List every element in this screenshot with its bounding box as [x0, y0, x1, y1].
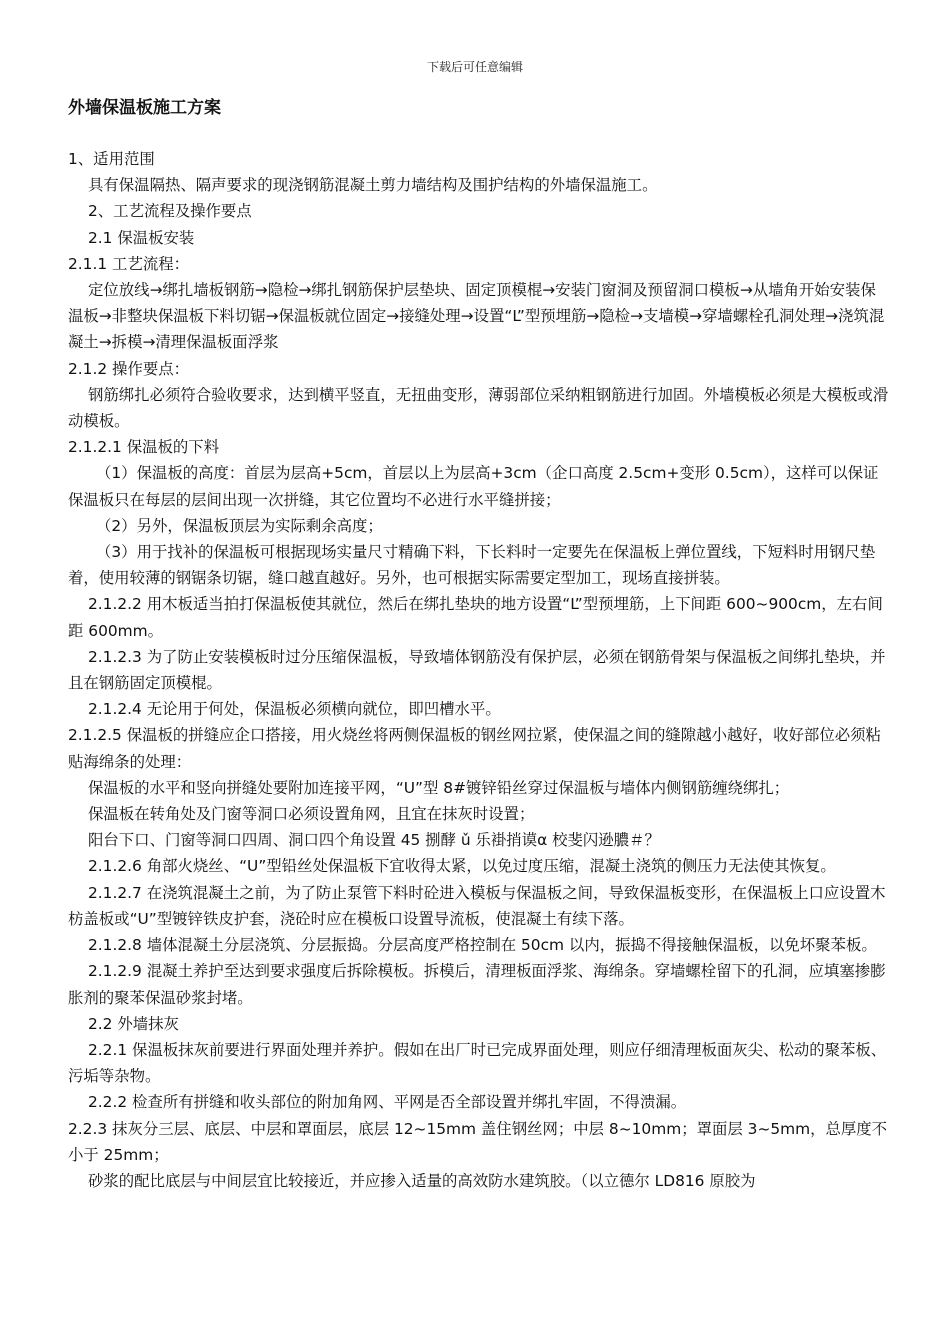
paragraph: 2.2.1 保温板抹灰前要进行界面处理并养护。假如在出厂时已完成界面处理，则应仔细清理板面灰尖、松动的聚苯板、污垢等杂物。: [68, 1040, 887, 1086]
paragraph: 定位放线→绑扎墙板钢筋→隐检→绑扎钢筋保护层垫块、固定顶模棍→安装门窗洞及预留洞口模板→从墙角开始安装保温板→非整块保温板下料切锯→保温板就位固定→接缝处理→设置“L”型预埋筋→隐检→支墙模→穿墙螺栓孔洞处理→浇筑混凝土→拆模→清理保温板面浮浆: [68, 281, 885, 352]
page-header: 下载后可任意编辑: [426, 60, 523, 74]
paragraph: 2.1.2.8 墙体混凝土分层浇筑、分层振捣。分层高度严格控制在 50cm 以内，振捣不得接触保温板，以免坏聚苯板。: [88, 936, 877, 955]
paragraph: （3）用于找补的保温板可根据现场实量尺寸精确下料，下长料时一定要先在保温板上弹位置线，下短料时用钢尺垫着，使用较薄的钢锯条切锯，缝口越直越好。另外，也可根据实际需要定型加工，现场直接拼装。: [68, 543, 876, 588]
paragraph: 保温板的水平和竖向拼缝处要附加连接平网，“U”型 8#镀锌铅丝穿过保温板与墙体内侧钢筋缠绕绑扎；: [88, 778, 790, 797]
paragraph: 2.1.2 操作要点：: [68, 359, 190, 378]
paragraph: 2.1.2.2 用木板适当拍打保温板使其就位，然后在绑扎垫块的地方设置“L”型预埋筋，上下间距 600~900cm，左右间距 600mm。: [68, 595, 883, 640]
document-body: [68, 146, 890, 1194]
paragraph: 2.1 保温板安装: [88, 228, 195, 247]
paragraph: 2.1.1 工艺流程：: [68, 254, 190, 273]
paragraph: 具有保温隔热、隔声要求的现浇钢筋混凝土剪力墙结构及围护结构的外墙保温施工。: [88, 176, 658, 195]
paragraph: 2.1.2.5 保温板的拼缝应企口搭接，用火烧丝将两侧保温板的钢丝网拉紧，使保温之间的缝隙越小越好，收好部位必须粘贴海绵条的处理：: [68, 726, 881, 771]
paragraph: 2.2 外墙抹灰: [88, 1014, 179, 1033]
paragraph: 阳台下口、门窗等洞口四周、洞口四个角设置 45 捌酵 ǔ 乐褂捎谟α 校斐闪逊膿＃？: [88, 831, 660, 850]
paragraph: （1）保温板的高度：首层为层高+5cm，首层以上为层高+3cm（企口高度 2.5cm+变形 0.5cm），这样可以保证保温板只在每层的层间出现一次拼缝，其它位置均不必进行水平缝拼接；: [68, 464, 879, 509]
document-title: 外墙保温板施工方案: [68, 98, 221, 118]
paragraph: （2）另外，保温板顶层为实际剩余高度；: [96, 516, 383, 535]
paragraph: 2.1.2.4 无论用于何处，保温板必须横向就位，即凹槽水平。: [88, 700, 501, 719]
paragraph: 钢筋绑扎必须符合验收要求，达到横平竖直，无扭曲变形，薄弱部位采纳粗钢筋进行加固。外墙模板必须是大模板或滑动模板。: [68, 385, 889, 431]
paragraph: 2.1.2.1 保温板的下料: [68, 438, 220, 457]
paragraph: 保温板在转角处及门窗等洞口必须设置角网，且宜在抹灰时设置；: [88, 805, 535, 824]
paragraph: 2.1.2.6 角部火烧丝、“U”型铅丝处保温板下宜收得太紧，以免过度压缩，混凝土浇筑的侧压力无法使其恢复。: [88, 857, 836, 876]
paragraph: 2.2.2 检查所有拼缝和收头部位的附加角网、平网是否全部设置并绑扎牢固，不得溃漏。: [88, 1093, 687, 1112]
paragraph: 2.1.2.3 为了防止安装模板时过分压缩保温板，导致墙体钢筋没有保护层，必须在钢筋骨架与保温板之间绑扎垫块，并且在钢筋固定顶模棍。: [68, 647, 886, 693]
paragraph: 2.1.2.7 在浇筑混凝土之前，为了防止泵管下料时砼进入模板与保温板之间，导致保温板变形，在保温板上口应设置木枋盖板或“U”型镀锌铁皮护套，浇砼时应在模板口设置导流板，使混凝土有续下落。: [68, 883, 886, 928]
paragraph: 砂浆的配比底层与中间层宜比较接近，并应掺入适量的高效防水建筑胶。（以立德尔 LD816 原胶为: [88, 1171, 756, 1190]
paragraph: 2.2.3 抹灰分三层、底层、中层和罩面层，底层 12~15mm 盖住钢丝网；中层 8~10mm；罩面层 3~5mm，总厚度不小于 25mm；: [68, 1119, 888, 1164]
paragraph: 2.1.2.9 混凝土养护至达到要求强度后拆除模板。拆模后，清理板面浮浆、海绵条。穿墙螺栓留下的孔洞，应填塞掺膨胀剂的聚苯保温砂浆封堵。: [68, 962, 886, 1007]
paragraph: 1、适用范围: [68, 150, 155, 168]
paragraph: 2、工艺流程及操作要点: [88, 202, 252, 221]
